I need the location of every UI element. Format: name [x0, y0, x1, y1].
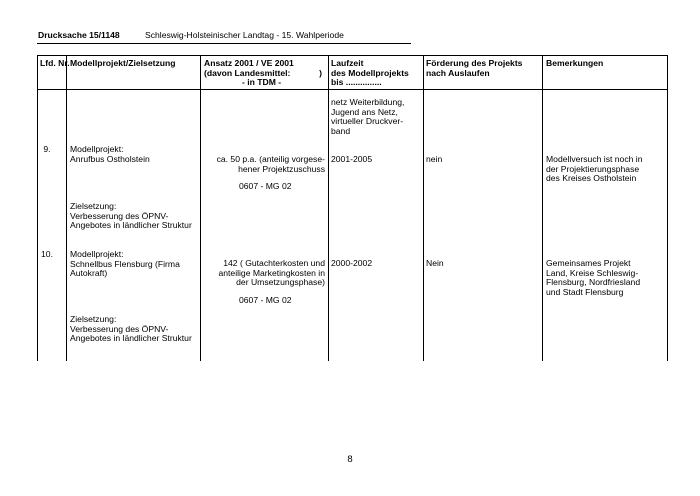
table-border-left [37, 55, 38, 361]
column-header-budget-text: (davon Landesmittel: [204, 67, 291, 78]
text-line: netz Weiterbildung, [331, 97, 405, 107]
text-line: Modellversuch ist noch in [546, 154, 643, 164]
remarks [546, 259, 640, 297]
column-header-project: Modellprojekt/Zielsetzung [70, 58, 176, 68]
table-border-right [667, 55, 668, 361]
budget-amount [204, 259, 325, 288]
column-header-funding-line: nach Auslaufen [426, 67, 490, 78]
text-line: Autokraft) [70, 268, 108, 279]
project-period: 2001-2005 [331, 154, 373, 164]
text-line: Verbesserung des ÖPNV- [70, 323, 169, 334]
document-number: Drucksache 15/1148 [38, 30, 120, 40]
text-line: Land, Kreise Schleswig- [546, 267, 639, 278]
funding-after-end: Nein [426, 258, 444, 268]
column-divider [200, 55, 201, 361]
text-line: Verbesserung des ÖPNV- [70, 210, 169, 221]
column-header-budget-paren: ) [319, 67, 322, 78]
column-divider [423, 55, 424, 361]
text-line: Jugend ans Netz, [331, 106, 398, 117]
text-line: anteilige Marketingkosten in [218, 267, 325, 278]
text-line: 142 ( Gutachterkosten und [223, 258, 325, 268]
text-line: Modellprojekt: [70, 249, 124, 259]
page-number: 8 [347, 454, 353, 465]
text-line: und Stadt Flensburg [546, 286, 624, 297]
column-header-remarks: Bemerkungen [546, 58, 604, 68]
text-line: hener Projektzuschuss [238, 163, 325, 174]
column-header-number: Lfd. Nr. [40, 58, 70, 68]
row-number: 10. [41, 249, 53, 259]
text-line: band [331, 125, 351, 136]
project-description [70, 250, 180, 279]
budget-code: 0607 - MG 02 [239, 181, 292, 191]
text-line: Schnellbus Flensburg (Firma [70, 258, 180, 269]
project-goal [70, 315, 192, 344]
budget-code: 0607 - MG 02 [239, 295, 292, 305]
text-line: Gemeinsames Projekt [546, 258, 631, 268]
column-divider [542, 55, 543, 361]
column-header-budget-line: Ansatz 2001 / VE 2001 [204, 58, 294, 68]
project-description [70, 145, 150, 164]
column-header-period-line: Laufzeit [331, 58, 364, 68]
continuation-laufzeit [331, 98, 404, 136]
parliament-title: Schleswig-Holsteinischer Landtag - 15. Wahlperiode [145, 30, 344, 40]
text-line: Modellprojekt: [70, 144, 124, 154]
text-line: Zielsetzung: [70, 314, 117, 324]
header-divider [37, 43, 411, 44]
text-line: Zielsetzung: [70, 201, 117, 211]
project-goal [70, 202, 192, 231]
text-line: Anrufbus Ostholstein [70, 153, 150, 164]
text-line: Angebotes in ländlicher Struktur [70, 220, 192, 231]
text-line: der Umsetzungsphase) [236, 277, 325, 288]
text-line: virtueller Druckver- [331, 116, 404, 127]
remarks [546, 155, 643, 184]
text-line: Angebotes in ländlicher Struktur [70, 333, 192, 344]
column-divider [328, 55, 329, 361]
row-number: 9. [43, 144, 51, 154]
project-period: 2000-2002 [331, 258, 373, 268]
funding-after-end: nein [426, 154, 443, 164]
text-line: ca. 50 p.a. (anteilig vorgese- [216, 154, 325, 164]
column-divider [66, 55, 67, 361]
column-header-budget-line: - in TDM - [242, 77, 282, 88]
column-header-period-line: bis ............... [331, 77, 382, 88]
column-header-budget-line [204, 69, 324, 79]
column-header-funding [426, 59, 522, 78]
column-header-period-line: des Modellprojekts [331, 67, 409, 78]
budget-amount [204, 155, 325, 174]
text-line: der Projektierungsphase [546, 163, 640, 174]
column-header-budget [204, 59, 324, 88]
text-line: Flensburg, Nordfriesland [546, 277, 641, 288]
column-header-funding-line: Förderung des Projekts [426, 58, 523, 68]
column-header-period [331, 59, 409, 88]
text-line: des Kreises Ostholstein [546, 173, 637, 184]
table-top-border [37, 55, 667, 56]
table-header-separator [37, 89, 667, 90]
